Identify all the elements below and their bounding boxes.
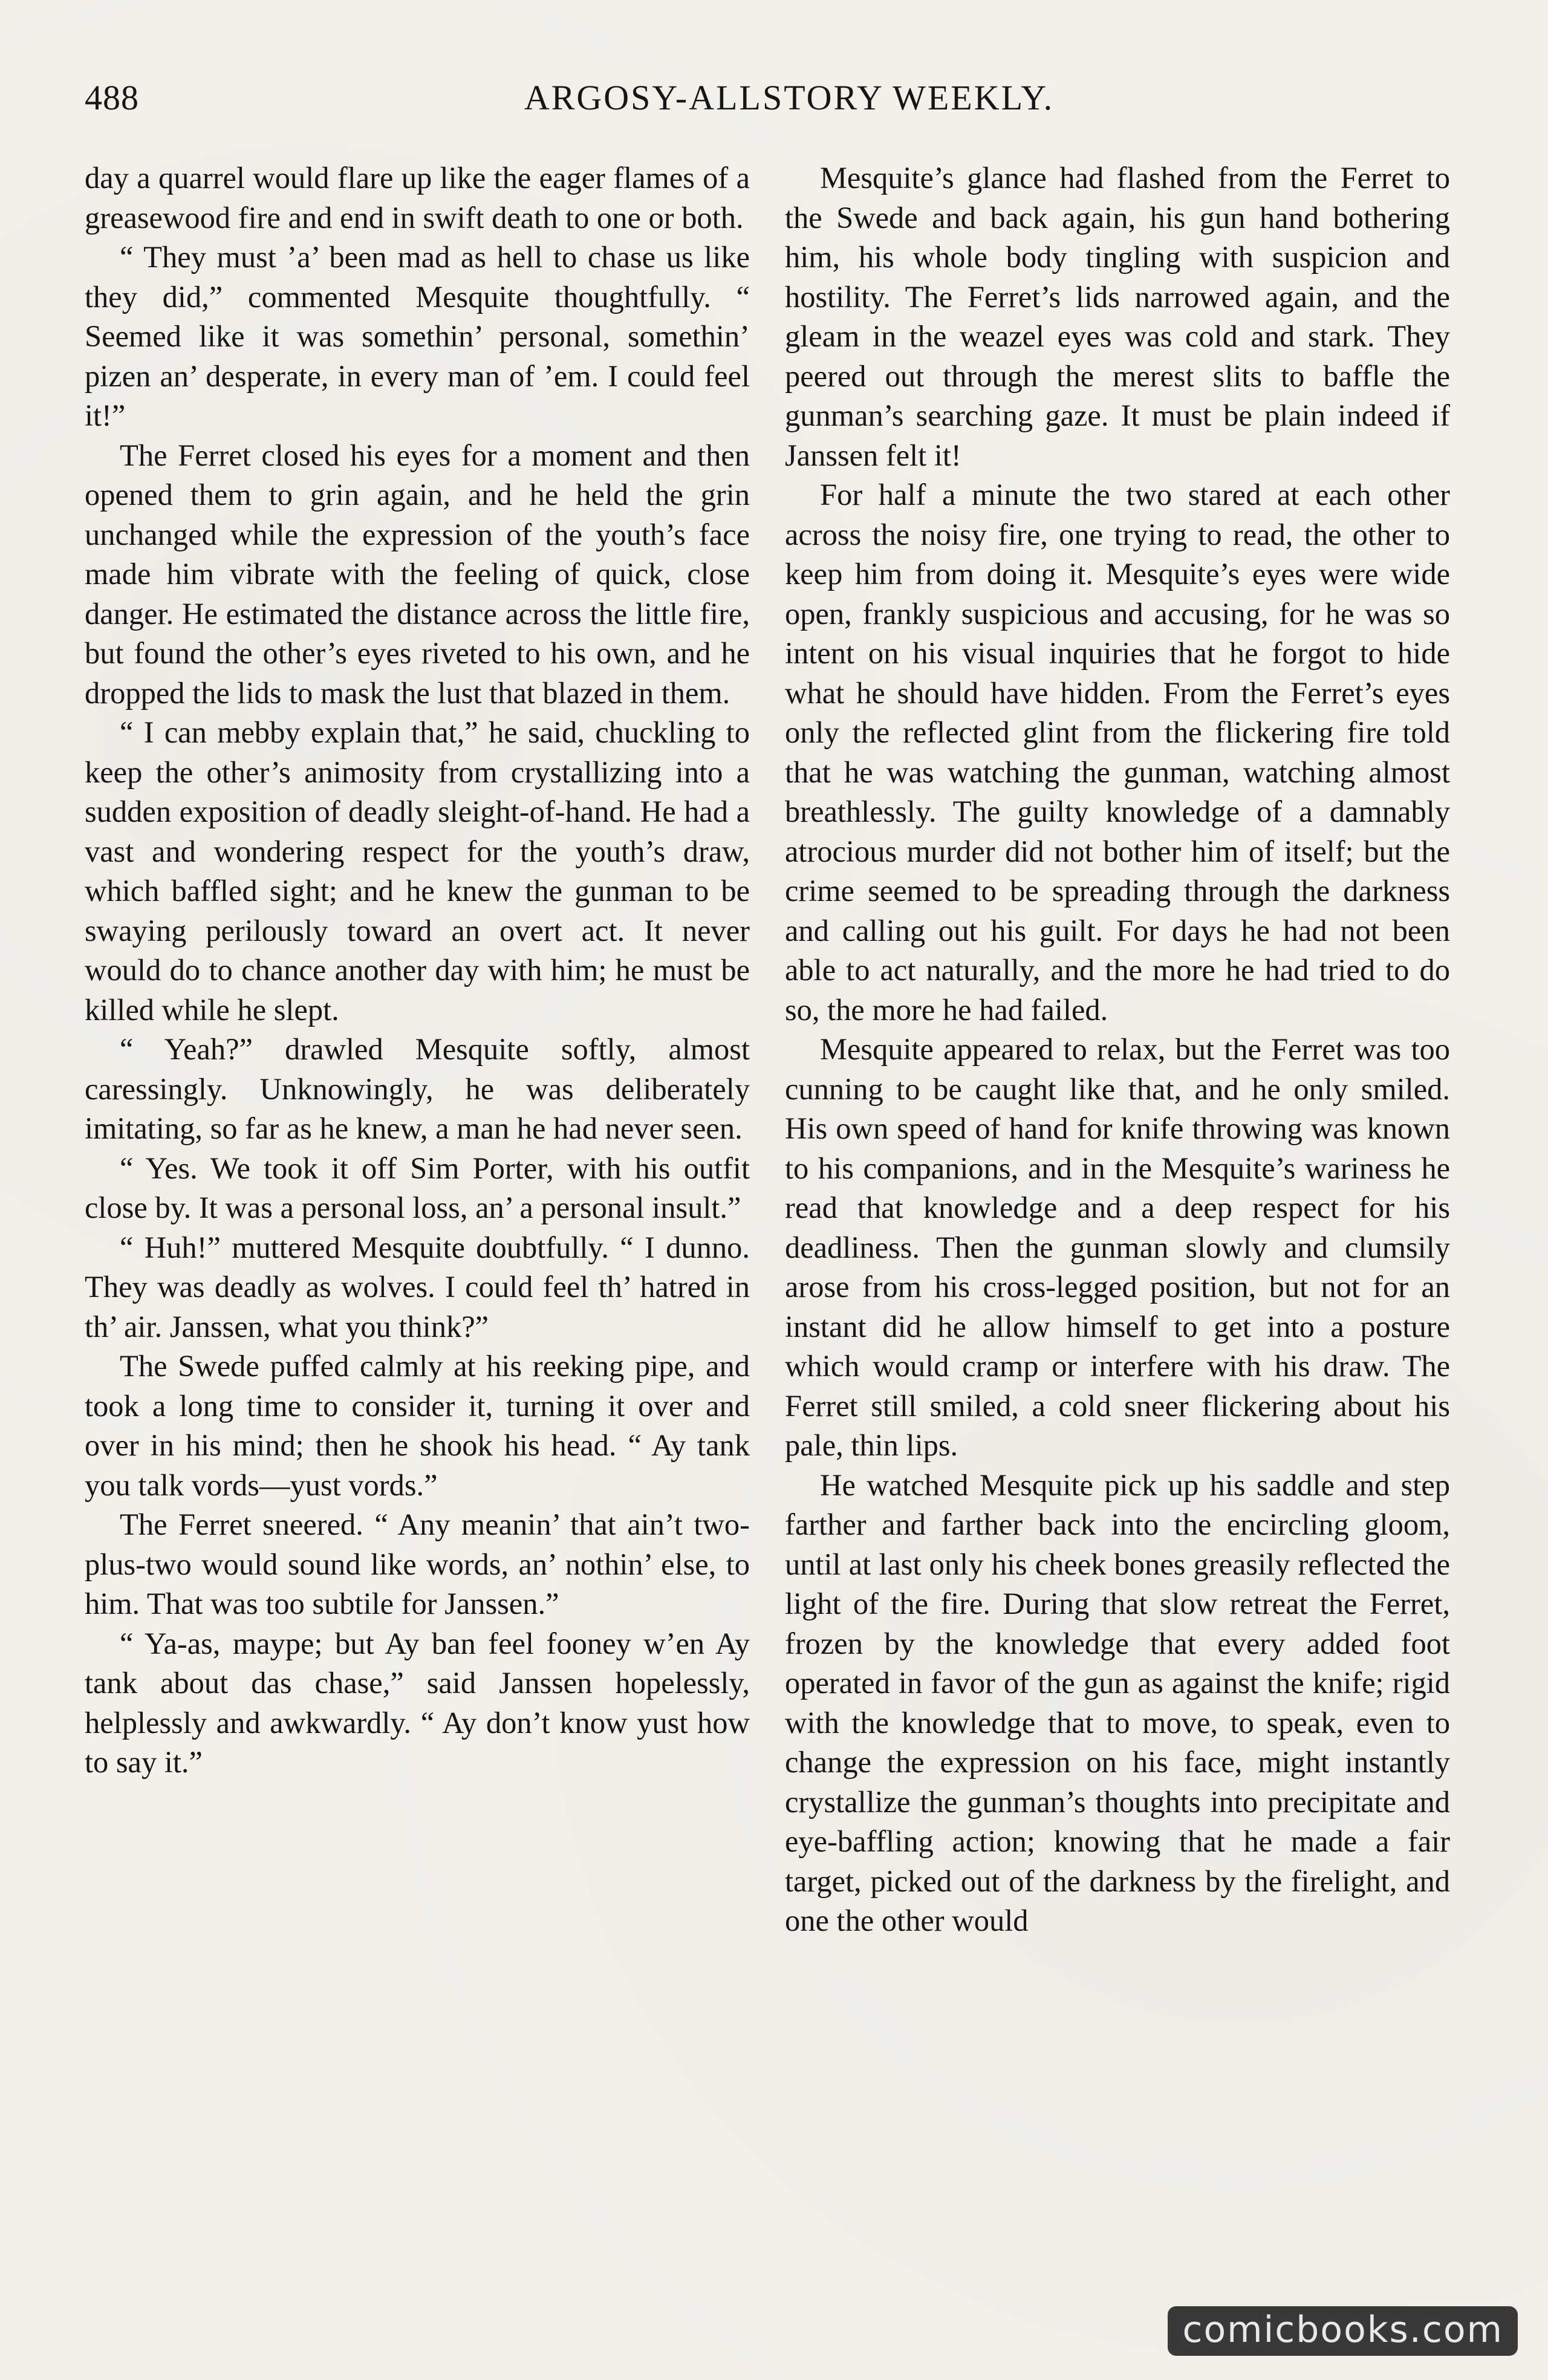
right-column	[785, 158, 1450, 1941]
page-number: 488	[85, 78, 139, 117]
paragraph: day a quarrel would flare up like the eager flames of a greasewood fire and end in swift death to one or both.	[85, 161, 750, 235]
paragraph: “ Ya-as, maype; but Ay ban feel fooney w’en Ay tank about das chase,” said Janssen hopelessly, helplessly and awkwardly. “ Ay don’t know yust how to say it.”	[85, 1626, 750, 1779]
paragraph: The Ferret sneered. “ Any meanin’ that ain’t two-plus-two would sound like words, an’ nothin’ else, to him. That was too subtile for Janssen.”	[85, 1507, 750, 1621]
watermark: comicbooks.com	[1168, 2306, 1518, 2356]
paragraph: Mesquite’s glance had flashed from the Ferret to the Swede and back again, his gun hand bothering him, his whole body tingling with suspicion and hostility. The Ferret’s lids narrowed again, and the gleam in the weazel eyes was cold and stark. They peered out through the merest slits to baffle the gunman’s searching gaze. It must be plain indeed if Janssen felt it!	[785, 161, 1450, 472]
paragraph: “ Yes. We took it off Sim Porter, with his outfit close by. It was a personal loss, an’ a personal insult.”	[85, 1151, 750, 1224]
paragraph: For half a minute the two stared at each other across the noisy fire, one trying to read, the other to keep him from doing it. Mesquite’s eyes were wide open, frankly suspicious and accusing, for he was so intent on his visual inquiries that he forgot to hide what he should have hidden. From the Ferret’s eyes only the reflected glint from the flickering fire told that he was watching the gunman, watching almost breathlessly. The guilty knowledge of a damnably atrocious murder did not bother him of itself; but the crime seemed to be spreading through the darkness and calling out his guilt. For days he had not been able to act naturally, and the more he had tried to do so, the more he had failed.	[785, 478, 1450, 1027]
left-column	[85, 158, 750, 1783]
running-title: ARGOSY-ALLSTORY WEEKLY.	[524, 78, 1055, 117]
paragraph: Mesquite appeared to relax, but the Ferret was too cunning to be caught like that, and he only smiled. His own speed of hand for knife throwing was known to his companions, and in the Mesquite’s wariness he read that knowledge and a deep respect for his deadliness. Then the gunman slowly and clumsily arose from his cross-legged position, but not for an instant did he allow himself to get into a posture which would cramp or interfere with his draw. The Ferret still smiled, a cold sneer flickering about his pale, thin lips.	[785, 1032, 1450, 1462]
paragraph: “ Yeah?” drawled Mesquite softly, almost caressingly. Unknowingly, he was deliberately imitating, so far as he knew, a man he had never seen.	[85, 1032, 750, 1145]
paragraph: The Swede puffed calmly at his reeking pipe, and took a long time to consider it, turning it over and over in his mind; then he shook his head. “ Ay tank you talk vords—yust vords.”	[85, 1349, 750, 1502]
paragraph: “ They must ’a’ been mad as hell to chase us like they did,” commented Mesquite thoughtfully. “ Seemed like it was somethin’ personal, somethin’ pizen an’ desperate, in every man of ’em. I could feel it!”	[85, 240, 750, 432]
paragraph: He watched Mesquite pick up his saddle and step farther and farther back into the encircling gloom, until at last only his cheek bones greasily reflected the light of the fire. During that slow retreat the Ferret, frozen by the knowledge that every added foot operated in favor of the gun as against the knife; rigid with the knowledge that to move, to speak, even to change the expression on his face, might instantly crystallize the gunman’s thoughts into precipitate and eye-baffling action; knowing that he made a fair target, picked out of the darkness by the firelight, and one the other would	[785, 1468, 1450, 1937]
paragraph: “ I can mebby explain that,” he said, chuckling to keep the other’s animosity from crystallizing into a sudden exposition of deadly sleight-of-hand. He had a vast and wondering respect for the youth’s draw, which baffled sight; and he knew the gunman to be swaying perilously toward an overt act. It never would do to chance another day with him; he must be killed while he slept.	[85, 715, 750, 1027]
paragraph: “ Huh!” muttered Mesquite doubtfully. “ I dunno. They was deadly as wolves. I could feel th’ hatred in th’ air. Janssen, what you think?”	[85, 1230, 750, 1344]
page-header	[85, 77, 1445, 132]
paragraph: The Ferret closed his eyes for a moment and then opened them to grin again, and he held the grin unchanged while the expression of the youth’s face made him vibrate with the feeling of quick, close danger. He estimated the distance across the little fire, but found the other’s eyes riveted to his own, and he dropped the lids to mask the lust that blazed in them.	[85, 438, 750, 710]
